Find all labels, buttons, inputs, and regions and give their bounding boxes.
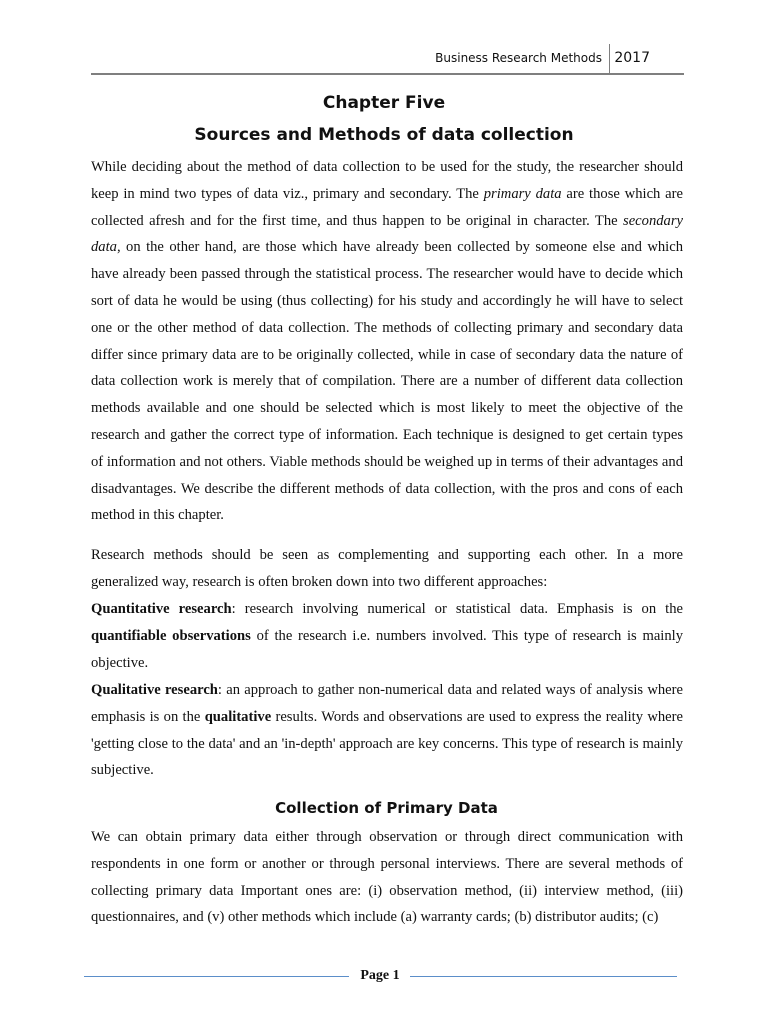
term-quantitative-research: Quantitative research xyxy=(91,601,232,617)
term-qualitative-research: Qualitative research xyxy=(91,682,218,698)
paragraph-research-methods: Research methods should be seen as complementing and supporting each other. In a more generalized way, research is often broken down into two different approaches: xyxy=(91,547,683,590)
paragraph-primary-data: We can obtain primary data either through observation or through direct communication with respondents in one form or another or through personal interviews. There are several methods of collecting primary data Important ones are: (i) observation method, (ii) interview method, (iii) questionnaires, and (v) other methods which include (a) warranty cards; (b) distributor audits; (c) xyxy=(91,829,683,926)
footer-rule-right xyxy=(410,976,677,977)
chapter-number-title: Chapter Five xyxy=(322,93,446,113)
emphasis-secondary-data: secondary data xyxy=(91,212,683,256)
text-run: While deciding about the method of data collection to be used for the study, the researcher should keep in mind two types of data viz., primary and secondary. The xyxy=(91,159,683,202)
chapter-title: Sources and Methods of data collection xyxy=(194,125,574,145)
header-year: 2017 xyxy=(614,50,650,66)
paragraph-qualitative xyxy=(91,677,683,784)
emphasis-primary-data: primary data xyxy=(483,185,562,202)
header-title: Business Research Methods xyxy=(435,51,602,65)
page-header xyxy=(91,44,684,75)
text-run: , on the other hand, are those which have already been collected by someone else and which have already been passed through the statistical process. The researcher would have to decide which sort of data he would be using (thus collecting) for his study and accordingly he will have to select one or the other method of data collection. The methods of collecting primary and secondary data differ since primary data are to be originally collected, while in case of secondary data the nature of data collection work is merely that of compilation. There are a number of different data collection methods available and one should be selected which is most likely to meet the objective of the research and gather the correct type of information. Each technique is designed to get certain types of information and not others. Viable methods should be weighed up in terms of their advantages and disadvantages. We describe the different methods of data collection, with the pros and cons of each method in this chapter. xyxy=(91,239,683,524)
footer-page-number: Page 1 xyxy=(360,968,400,983)
footer-rule-left xyxy=(84,976,349,977)
section-heading-primary-data: Collection of Primary Data xyxy=(275,799,498,817)
text-run: : an approach to gather non-numerical data and related ways of analysis where emphasis is on the xyxy=(91,682,683,725)
strong-quantifiable-observations: quantifiable observations xyxy=(91,627,251,644)
text-run: of the research i.e. numbers involved. This type of research is mainly objective. xyxy=(91,627,684,671)
text-run: results. Words and observations are used to express the reality where 'getting close to the data' and an 'in-depth' approach are key concerns. This type of research is mainly subjective. xyxy=(91,708,683,779)
text-run: : research involving numerical or statistical data. Emphasis is on the xyxy=(231,601,683,617)
header-divider xyxy=(609,44,610,73)
paragraph-quantitative xyxy=(91,596,683,676)
paragraph-intro xyxy=(91,154,683,529)
text-run: are those which are collected afresh and for the first time, and thus happen to be original in character. The xyxy=(91,185,683,229)
strong-qualitative: qualitative xyxy=(204,708,272,725)
